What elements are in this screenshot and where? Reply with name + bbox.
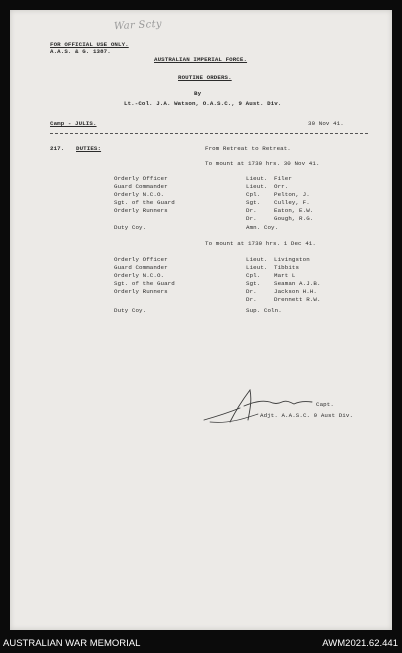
- duty-label: Orderly Officer: [114, 175, 168, 182]
- duty-label: Guard Commander: [114, 183, 168, 190]
- duty-name: Mart L: [274, 272, 296, 279]
- duty-rank: Amn. Coy.: [246, 224, 279, 231]
- duty-name: Filer: [274, 175, 292, 182]
- duty-label: Guard Commander: [114, 264, 168, 271]
- signatory-appointment: Adjt. A.A.S.C. 9 Aust Div.: [260, 412, 354, 419]
- duty-rank: Lieut.: [246, 256, 268, 263]
- mount-line: To mount at 1730 hrs. 1 Dec 41.: [205, 240, 316, 247]
- order-heading: DUTIES:: [76, 145, 102, 152]
- archive-name: AUSTRALIAN WAR MEMORIAL: [3, 638, 141, 649]
- order-number: 217.: [50, 145, 65, 152]
- handwritten-signature: [200, 386, 320, 426]
- mount-line: To mount at 1730 hrs. 30 Nov 41.: [205, 160, 320, 167]
- force-name: AUSTRALIAN IMPERIAL FORCE.: [154, 56, 248, 63]
- duty-label: Orderly Runners: [114, 288, 168, 295]
- duty-label: Orderly N.C.O.: [114, 272, 165, 279]
- form-reference: A.A.S. & G. 1387.: [50, 48, 111, 55]
- duty-rank: Lieut.: [246, 183, 268, 190]
- duty-label: Orderly Runners: [114, 207, 168, 214]
- duty-name: Orr.: [274, 183, 289, 190]
- document-title: ROUTINE ORDERS.: [178, 74, 232, 81]
- document-date: 30 Nov 41.: [308, 120, 344, 127]
- duty-rank: Dr.: [246, 288, 257, 295]
- duty-name: Culley, F.: [274, 199, 310, 206]
- classification-marking: FOR OFFICIAL USE ONLY.: [50, 41, 129, 48]
- duty-label: Sgt. of the Guard: [114, 199, 175, 206]
- duty-name: Eaton, E.W.: [274, 207, 314, 214]
- duty-rank: Dr.: [246, 296, 257, 303]
- duty-name: Jackson H.H.: [274, 288, 317, 295]
- duty-label: Sgt. of the Guard: [114, 280, 175, 287]
- signatory-rank: Capt.: [316, 401, 334, 408]
- order-movement: From Retreat to Retreat.: [205, 145, 291, 152]
- pencil-annotation: War Scty: [113, 18, 163, 33]
- duty-label: Orderly Officer: [114, 256, 168, 263]
- header-divider: [50, 133, 368, 134]
- document-page: [10, 10, 392, 630]
- duty-label: Orderly N.C.O.: [114, 191, 165, 198]
- duty-name: Drennett R.W.: [274, 296, 321, 303]
- duty-label: Duty Coy.: [114, 307, 147, 314]
- duty-rank: Lieut.: [246, 175, 268, 182]
- duty-rank: Cpl.: [246, 272, 261, 279]
- duty-name: Tibbits: [274, 264, 300, 271]
- by-word: By: [194, 90, 202, 97]
- duty-rank: Dr.: [246, 207, 257, 214]
- duty-rank: Sgt.: [246, 199, 261, 206]
- archive-footer: [0, 636, 402, 653]
- duty-name: Pelton, J.: [274, 191, 310, 198]
- camp-location: Camp - JULIS.: [50, 120, 97, 127]
- duty-rank: Sgt.: [246, 280, 261, 287]
- duty-rank: Sup. Coln.: [246, 307, 282, 314]
- duty-rank: Dr.: [246, 215, 257, 222]
- duty-name: Seaman A.J.B.: [274, 280, 321, 287]
- duty-label: Duty Coy.: [114, 224, 147, 231]
- duty-rank: Cpl.: [246, 191, 261, 198]
- duty-rank: Lieut.: [246, 264, 268, 271]
- duty-name: Gough, R.G.: [274, 215, 314, 222]
- archive-reference: AWM2021.62.441: [322, 638, 398, 649]
- issuing-officer: Lt.-Col. J.A. Watson, O.A.S.C., 9 Aust. Div.: [124, 100, 282, 107]
- duty-name: Livingston: [274, 256, 310, 263]
